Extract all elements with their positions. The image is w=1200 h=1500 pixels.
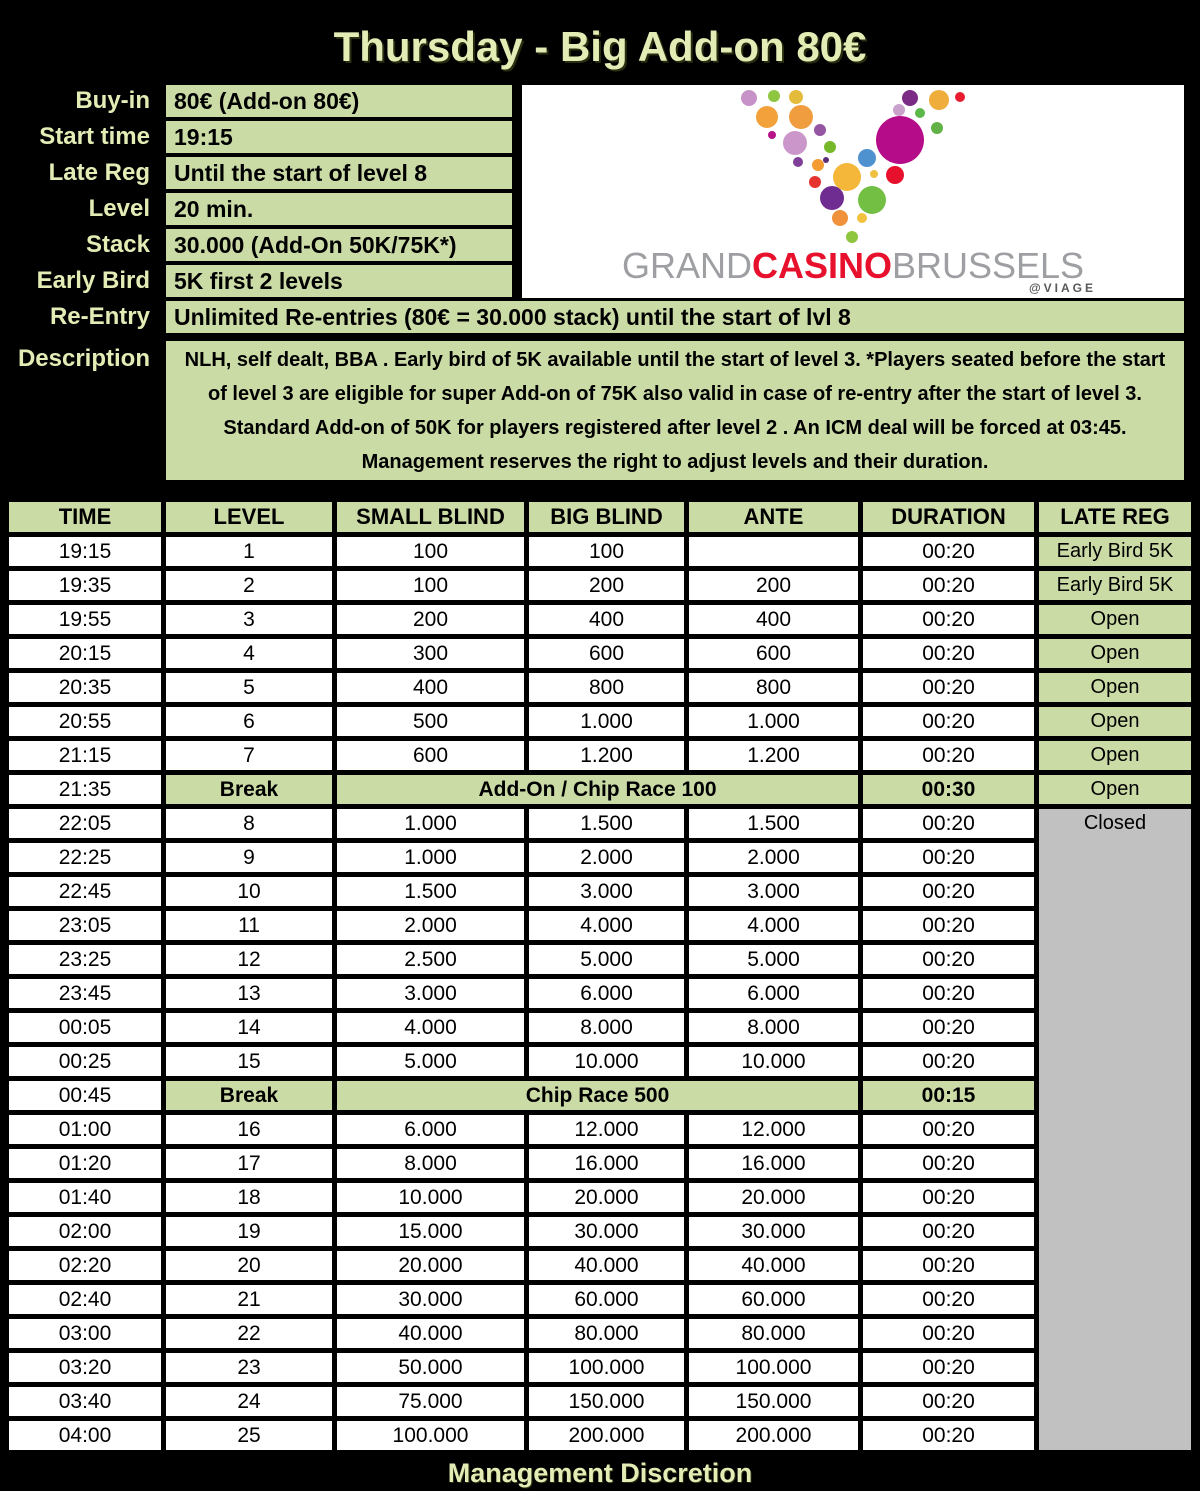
logo-dot-icon — [846, 231, 858, 243]
duration-cell: 00:20 — [863, 1047, 1034, 1076]
level-cell: 18 — [166, 1183, 332, 1212]
small-blind-cell: 500 — [337, 707, 524, 736]
duration-cell: 00:20 — [863, 877, 1034, 906]
level-row — [9, 1387, 1191, 1416]
duration-cell: 00:20 — [863, 911, 1034, 940]
ante-cell: 8.000 — [689, 1013, 858, 1042]
time-cell: 19:55 — [9, 605, 161, 634]
info-value-early-bird: 5K first 2 levels — [166, 265, 512, 297]
duration-cell: 00:20 — [863, 741, 1034, 770]
level-cell: 12 — [166, 945, 332, 974]
duration-cell: 00:20 — [863, 1183, 1034, 1212]
small-blind-cell: 20.000 — [337, 1251, 524, 1280]
level-row — [9, 707, 1191, 736]
level-row — [9, 1353, 1191, 1382]
big-blind-cell: 200.000 — [529, 1421, 684, 1450]
ante-cell: 60.000 — [689, 1285, 858, 1314]
level-cell: 2 — [166, 571, 332, 600]
level-cell: 6 — [166, 707, 332, 736]
logo-dot-icon — [893, 104, 905, 116]
time-cell: 01:20 — [9, 1149, 161, 1178]
logo-dot-icon — [820, 186, 844, 210]
logo-dot-icon — [955, 92, 965, 102]
late-reg-cell: Open — [1039, 775, 1191, 804]
level-row — [9, 537, 1191, 566]
logo-dot-icon — [929, 90, 949, 110]
big-blind-cell: 1.000 — [529, 707, 684, 736]
time-cell: 00:05 — [9, 1013, 161, 1042]
small-blind-cell: 5.000 — [337, 1047, 524, 1076]
level-cell: 17 — [166, 1149, 332, 1178]
ante-cell: 6.000 — [689, 979, 858, 1008]
column-header: LEVEL — [166, 502, 332, 532]
duration-cell: 00:20 — [863, 1319, 1034, 1348]
level-row — [9, 741, 1191, 770]
ante-cell: 80.000 — [689, 1319, 858, 1348]
duration-cell: 00:20 — [863, 1421, 1034, 1450]
page-title: Thursday - Big Add-on 80€ — [333, 23, 867, 70]
small-blind-cell: 1.000 — [337, 843, 524, 872]
duration-cell: 00:20 — [863, 1353, 1034, 1382]
duration-cell: 00:20 — [863, 809, 1034, 838]
big-blind-cell: 800 — [529, 673, 684, 702]
big-blind-cell: 100.000 — [529, 1353, 684, 1382]
time-cell: 19:35 — [9, 571, 161, 600]
break-activity-cell: Chip Race 500 — [337, 1081, 858, 1110]
logo-dot-icon — [832, 210, 848, 226]
logo-dot-icon — [741, 90, 757, 106]
time-cell: 03:40 — [9, 1387, 161, 1416]
big-blind-cell: 200 — [529, 571, 684, 600]
level-cell: 25 — [166, 1421, 332, 1450]
big-blind-cell: 4.000 — [529, 911, 684, 940]
column-header: SMALL BLIND — [337, 502, 524, 532]
late-reg-cell: Open — [1039, 741, 1191, 770]
ante-cell: 5.000 — [689, 945, 858, 974]
duration-cell: 00:20 — [863, 1149, 1034, 1178]
duration-cell: 00:20 — [863, 979, 1034, 1008]
small-blind-cell: 100 — [337, 571, 524, 600]
level-cell: 23 — [166, 1353, 332, 1382]
ante-cell: 20.000 — [689, 1183, 858, 1212]
big-blind-cell: 80.000 — [529, 1319, 684, 1348]
small-blind-cell: 100.000 — [337, 1421, 524, 1450]
ante-cell: 40.000 — [689, 1251, 858, 1280]
small-blind-cell: 8.000 — [337, 1149, 524, 1178]
time-cell: 02:40 — [9, 1285, 161, 1314]
small-blind-cell: 400 — [337, 673, 524, 702]
time-cell: 02:20 — [9, 1251, 161, 1280]
duration-cell: 00:20 — [863, 1285, 1034, 1314]
break-row — [9, 1081, 1191, 1110]
info-label-level: Level — [88, 195, 150, 222]
small-blind-cell: 15.000 — [337, 1217, 524, 1246]
late-reg-cell: Open — [1039, 707, 1191, 736]
time-cell: 02:00 — [9, 1217, 161, 1246]
logo-dot-icon — [857, 213, 867, 223]
small-blind-cell: 2.000 — [337, 911, 524, 940]
brand-casino: CASINO — [751, 245, 892, 286]
big-blind-cell: 8.000 — [529, 1013, 684, 1042]
small-blind-cell: 30.000 — [337, 1285, 524, 1314]
duration-cell: 00:20 — [863, 571, 1034, 600]
late-reg-cell: Open — [1039, 673, 1191, 702]
time-cell: 22:25 — [9, 843, 161, 872]
brand-brussels: BRUSSELS — [891, 245, 1085, 286]
big-blind-cell: 5.000 — [529, 945, 684, 974]
logo-dot-icon — [858, 186, 886, 214]
big-blind-cell: 16.000 — [529, 1149, 684, 1178]
logo-dot-icon — [783, 131, 807, 155]
level-row — [9, 809, 1191, 838]
info-label-start-time: Start time — [39, 123, 150, 150]
logo-dot-icon — [902, 90, 918, 106]
small-blind-cell: 75.000 — [337, 1387, 524, 1416]
small-blind-cell: 1.500 — [337, 877, 524, 906]
big-blind-cell: 6.000 — [529, 979, 684, 1008]
late-reg-cell: Early Bird 5K — [1039, 537, 1191, 566]
time-cell: 04:00 — [9, 1421, 161, 1450]
big-blind-cell: 40.000 — [529, 1251, 684, 1280]
duration-cell: 00:20 — [863, 707, 1034, 736]
duration-cell: 00:20 — [863, 843, 1034, 872]
time-cell: 19:15 — [9, 537, 161, 566]
info-value-buyin: 80€ (Add-on 80€) — [166, 85, 512, 117]
level-cell: 7 — [166, 741, 332, 770]
info-label-late-reg: Late Reg — [48, 159, 150, 186]
big-blind-cell: 400 — [529, 605, 684, 634]
duration-cell: 00:20 — [863, 1013, 1034, 1042]
break-activity-cell: Add-On / Chip Race 100 — [337, 775, 858, 804]
info-value-level: 20 min. — [166, 193, 512, 225]
logo-dot-icon — [870, 170, 878, 178]
level-row — [9, 1047, 1191, 1076]
level-cell: 8 — [166, 809, 332, 838]
logo-dot-icon — [789, 105, 813, 129]
info-label-stack: Stack — [85, 231, 150, 258]
small-blind-cell: 600 — [337, 741, 524, 770]
time-cell: 20:35 — [9, 673, 161, 702]
big-blind-cell: 12.000 — [529, 1115, 684, 1144]
brand-viage: @VIAGE — [1028, 281, 1096, 295]
duration-cell: 00:20 — [863, 1217, 1034, 1246]
page-edge — [0, 1491, 1200, 1500]
logo-dot-icon — [886, 166, 904, 184]
logo-dot-icon — [756, 106, 778, 128]
late-reg-cell: Open — [1039, 639, 1191, 668]
info-value-re-entry: Unlimited Re-entries (80€ = 30.000 stack) until the start of lvl 8 — [166, 301, 1184, 333]
level-row — [9, 1285, 1191, 1314]
casino-logo — [522, 85, 1184, 298]
duration-cell: 00:20 — [863, 1387, 1034, 1416]
info-label-early-bird: Early Bird — [36, 267, 150, 294]
ante-cell — [689, 537, 858, 566]
time-cell: 21:15 — [9, 741, 161, 770]
level-cell: 15 — [166, 1047, 332, 1076]
ante-cell: 400 — [689, 605, 858, 634]
ante-cell: 12.000 — [689, 1115, 858, 1144]
logo-dot-icon — [824, 141, 836, 153]
time-cell: 20:15 — [9, 639, 161, 668]
duration-cell: 00:15 — [863, 1081, 1034, 1110]
column-header: ANTE — [689, 502, 858, 532]
info-value-start-time: 19:15 — [166, 121, 512, 153]
info-label-re-entry: Re-Entry — [49, 303, 150, 330]
column-header: TIME — [9, 502, 161, 532]
level-row — [9, 1251, 1191, 1280]
big-blind-cell: 2.000 — [529, 843, 684, 872]
time-cell: 22:05 — [9, 809, 161, 838]
level-row — [9, 979, 1191, 1008]
level-row — [9, 639, 1191, 668]
time-cell: 03:00 — [9, 1319, 161, 1348]
ante-cell: 16.000 — [689, 1149, 858, 1178]
logo-dot-icon — [814, 124, 826, 136]
break-row — [9, 775, 1191, 804]
ante-cell: 1.000 — [689, 707, 858, 736]
time-cell: 23:45 — [9, 979, 161, 1008]
level-cell: 16 — [166, 1115, 332, 1144]
big-blind-cell: 100 — [529, 537, 684, 566]
level-row — [9, 877, 1191, 906]
ante-cell: 1.500 — [689, 809, 858, 838]
footer-management-discretion: Management Discretion — [447, 1458, 753, 1488]
time-cell: 21:35 — [9, 775, 161, 804]
brand-grand: GRAND — [621, 245, 752, 286]
level-cell: 22 — [166, 1319, 332, 1348]
logo-dot-icon — [915, 108, 925, 118]
logo-dot-icon — [768, 90, 780, 102]
level-row — [9, 1319, 1191, 1348]
big-blind-cell: 60.000 — [529, 1285, 684, 1314]
duration-cell: 00:20 — [863, 1251, 1034, 1280]
small-blind-cell: 200 — [337, 605, 524, 634]
level-row — [9, 945, 1191, 974]
logo-dot-icon — [823, 157, 829, 163]
info-value-late-reg: Until the start of level 8 — [166, 157, 512, 189]
small-blind-cell: 10.000 — [337, 1183, 524, 1212]
level-row — [9, 571, 1191, 600]
ante-cell: 2.000 — [689, 843, 858, 872]
level-cell: 9 — [166, 843, 332, 872]
logo-dot-icon — [768, 131, 776, 139]
big-blind-cell: 600 — [529, 639, 684, 668]
ante-cell: 3.000 — [689, 877, 858, 906]
break-label-cell: Break — [166, 1081, 332, 1110]
level-cell: 3 — [166, 605, 332, 634]
logo-dot-icon — [789, 90, 803, 104]
ante-cell: 4.000 — [689, 911, 858, 940]
small-blind-cell: 3.000 — [337, 979, 524, 1008]
big-blind-cell: 10.000 — [529, 1047, 684, 1076]
time-cell: 01:40 — [9, 1183, 161, 1212]
small-blind-cell: 1.000 — [337, 809, 524, 838]
level-row — [9, 911, 1191, 940]
time-cell: 00:45 — [9, 1081, 161, 1110]
small-blind-cell: 100 — [337, 537, 524, 566]
level-cell: 19 — [166, 1217, 332, 1246]
ante-cell: 600 — [689, 639, 858, 668]
small-blind-cell: 40.000 — [337, 1319, 524, 1348]
big-blind-cell: 1.500 — [529, 809, 684, 838]
ante-cell: 10.000 — [689, 1047, 858, 1076]
level-cell: 13 — [166, 979, 332, 1008]
big-blind-cell: 30.000 — [529, 1217, 684, 1246]
duration-cell: 00:20 — [863, 605, 1034, 634]
level-row — [9, 1149, 1191, 1178]
time-cell: 20:55 — [9, 707, 161, 736]
table-header-row — [9, 502, 1191, 532]
level-cell: 10 — [166, 877, 332, 906]
duration-cell: 00:20 — [863, 1115, 1034, 1144]
level-row — [9, 1421, 1191, 1450]
ante-cell: 200 — [689, 571, 858, 600]
time-cell: 22:45 — [9, 877, 161, 906]
level-cell: 5 — [166, 673, 332, 702]
level-cell: 11 — [166, 911, 332, 940]
column-header: BIG BLIND — [529, 502, 684, 532]
level-cell: 1 — [166, 537, 332, 566]
time-cell: 00:25 — [9, 1047, 161, 1076]
level-row — [9, 1183, 1191, 1212]
level-row — [9, 843, 1191, 872]
column-header: DURATION — [863, 502, 1034, 532]
big-blind-cell: 1.200 — [529, 741, 684, 770]
ante-cell: 30.000 — [689, 1217, 858, 1246]
time-cell: 03:20 — [9, 1353, 161, 1382]
break-label-cell: Break — [166, 775, 332, 804]
ante-cell: 1.200 — [689, 741, 858, 770]
level-row — [9, 605, 1191, 634]
late-reg-cell: Early Bird 5K — [1039, 571, 1191, 600]
time-cell: 23:25 — [9, 945, 161, 974]
big-blind-cell: 20.000 — [529, 1183, 684, 1212]
duration-cell: 00:20 — [863, 639, 1034, 668]
level-cell: 24 — [166, 1387, 332, 1416]
ante-cell: 800 — [689, 673, 858, 702]
info-label-buyin: Buy-in — [75, 87, 150, 114]
level-cell: 4 — [166, 639, 332, 668]
logo-dot-icon — [809, 176, 821, 188]
duration-cell: 00:20 — [863, 945, 1034, 974]
level-cell: 21 — [166, 1285, 332, 1314]
level-cell: 20 — [166, 1251, 332, 1280]
ante-cell: 150.000 — [689, 1387, 858, 1416]
blind-structure-table — [4, 497, 1196, 1455]
small-blind-cell: 6.000 — [337, 1115, 524, 1144]
info-value-stack: 30.000 (Add-On 50K/75K*) — [166, 229, 512, 261]
level-row — [9, 673, 1191, 702]
level-row — [9, 1115, 1191, 1144]
late-reg-cell: Closed — [1039, 809, 1191, 1450]
level-row — [9, 1013, 1191, 1042]
logo-dot-icon — [793, 157, 803, 167]
duration-cell: 00:20 — [863, 537, 1034, 566]
info-label-description: Description — [17, 345, 150, 372]
time-cell: 23:05 — [9, 911, 161, 940]
small-blind-cell: 300 — [337, 639, 524, 668]
ante-cell: 200.000 — [689, 1421, 858, 1450]
big-blind-cell: 3.000 — [529, 877, 684, 906]
duration-cell: 00:20 — [863, 673, 1034, 702]
ante-cell: 100.000 — [689, 1353, 858, 1382]
small-blind-cell: 2.500 — [337, 945, 524, 974]
column-header: LATE REG — [1039, 502, 1191, 532]
duration-cell: 00:30 — [863, 775, 1034, 804]
time-cell: 01:00 — [9, 1115, 161, 1144]
logo-dot-icon — [931, 122, 943, 134]
table-body — [9, 537, 1191, 1450]
logo-dot-icon — [876, 116, 924, 164]
big-blind-cell: 150.000 — [529, 1387, 684, 1416]
info-value-description: NLH, self dealt, BBA . Early bird of 5K available until the start of level 3. *Players seated before the start of level 3 are eligible for super Add-on of 75K also valid in case of re-entry after the start of level 3. Standard Add-on of 50K for players registered after level 2 . An ICM deal will be forced at 03:45. Management reserves the right to adjust levels and their duration. — [166, 341, 1184, 480]
level-row — [9, 1217, 1191, 1246]
logo-dot-icon — [858, 149, 876, 167]
late-reg-cell: Open — [1039, 605, 1191, 634]
small-blind-cell: 4.000 — [337, 1013, 524, 1042]
level-cell: 14 — [166, 1013, 332, 1042]
small-blind-cell: 50.000 — [337, 1353, 524, 1382]
